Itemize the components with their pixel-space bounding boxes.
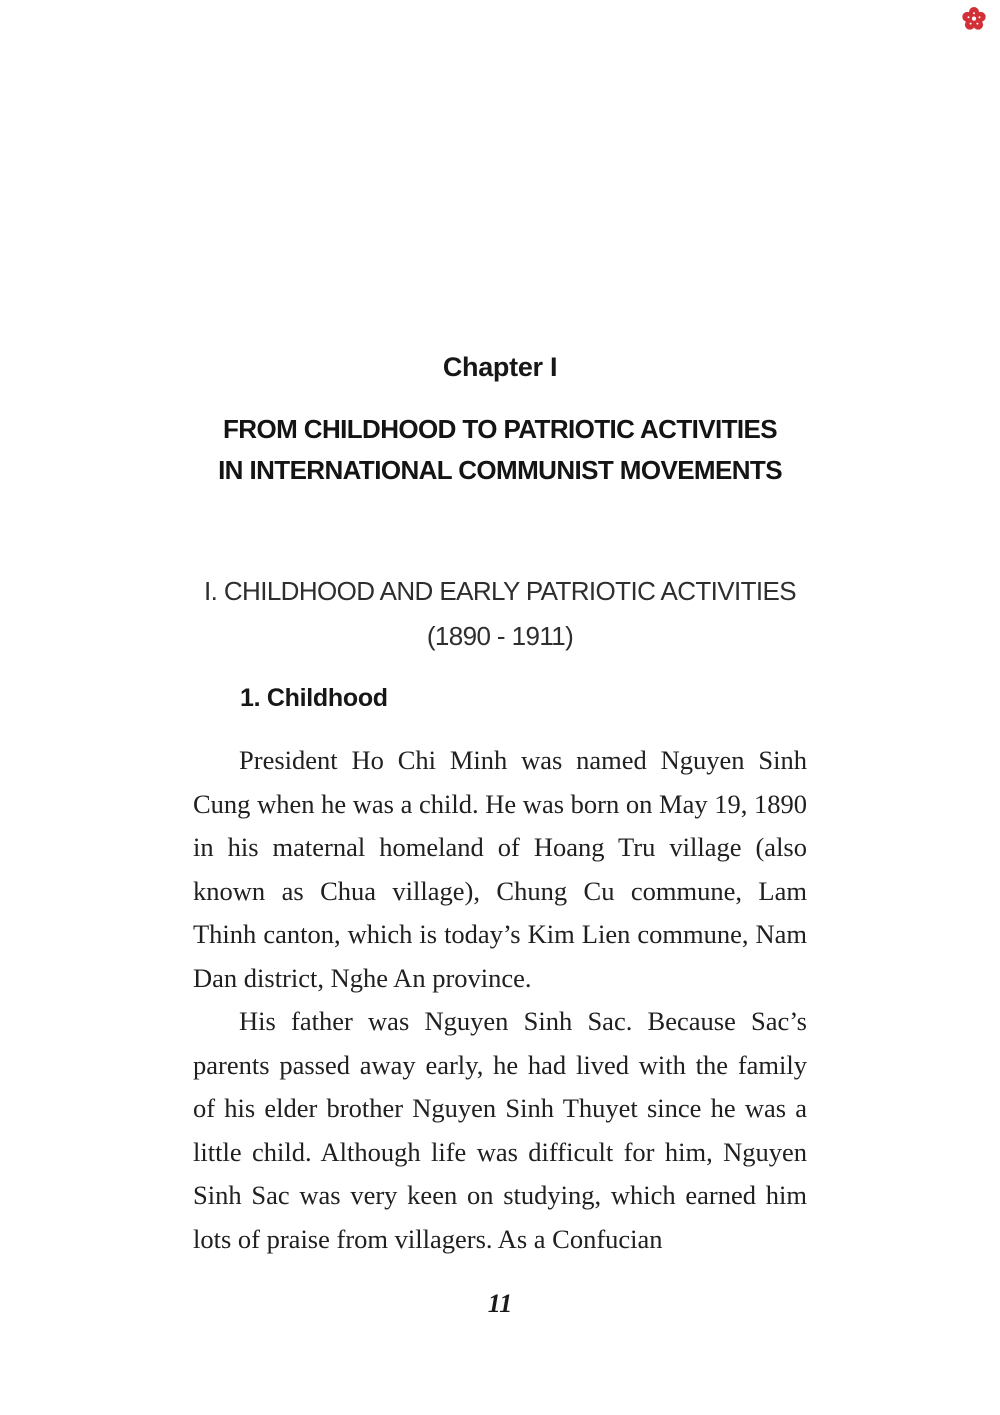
chapter-title bbox=[193, 409, 807, 491]
section-heading-text: I. CHILDHOOD AND EARLY PATRIOTIC ACTIVITIES bbox=[203, 576, 797, 606]
chapter-title-line1: FROM CHILDHOOD TO PATRIOTIC ACTIVITIES bbox=[223, 414, 777, 444]
page-number: 11 bbox=[487, 1289, 513, 1318]
subsection-heading: 1. Childhood bbox=[240, 684, 388, 712]
flower-ornament-icon bbox=[961, 6, 987, 32]
section-heading-years: (1890 - 1911) bbox=[426, 621, 574, 651]
page-content bbox=[193, 0, 807, 1261]
body-paragraph-1: President Ho Chi Minh was named Nguyen Sinh Cung when he was a child. He was born on May 19, 1890 in his maternal homeland of Hoang Tru village (also known as Chua village), Chung Cu commune, Lam Thinh canton, which is today’s Kim Lien commune, Nam Dan district, Nghe An province. bbox=[193, 745, 807, 993]
chapter-title-line2: IN INTERNATIONAL COMMUNIST MOVEMENTS bbox=[218, 455, 782, 485]
section-heading bbox=[193, 569, 807, 659]
body-paragraph-2: His father was Nguyen Sinh Sac. Because Sac’s parents passed away early, he had lived with the family of his elder brother Nguyen Sinh Thuyet since he was a little child. Although life was difficult for him, Nguyen Sinh Sac was very keen on studying, which earned him lots of praise from villagers. As a Confucian bbox=[193, 1006, 807, 1254]
chapter-label: Chapter I bbox=[442, 352, 558, 382]
